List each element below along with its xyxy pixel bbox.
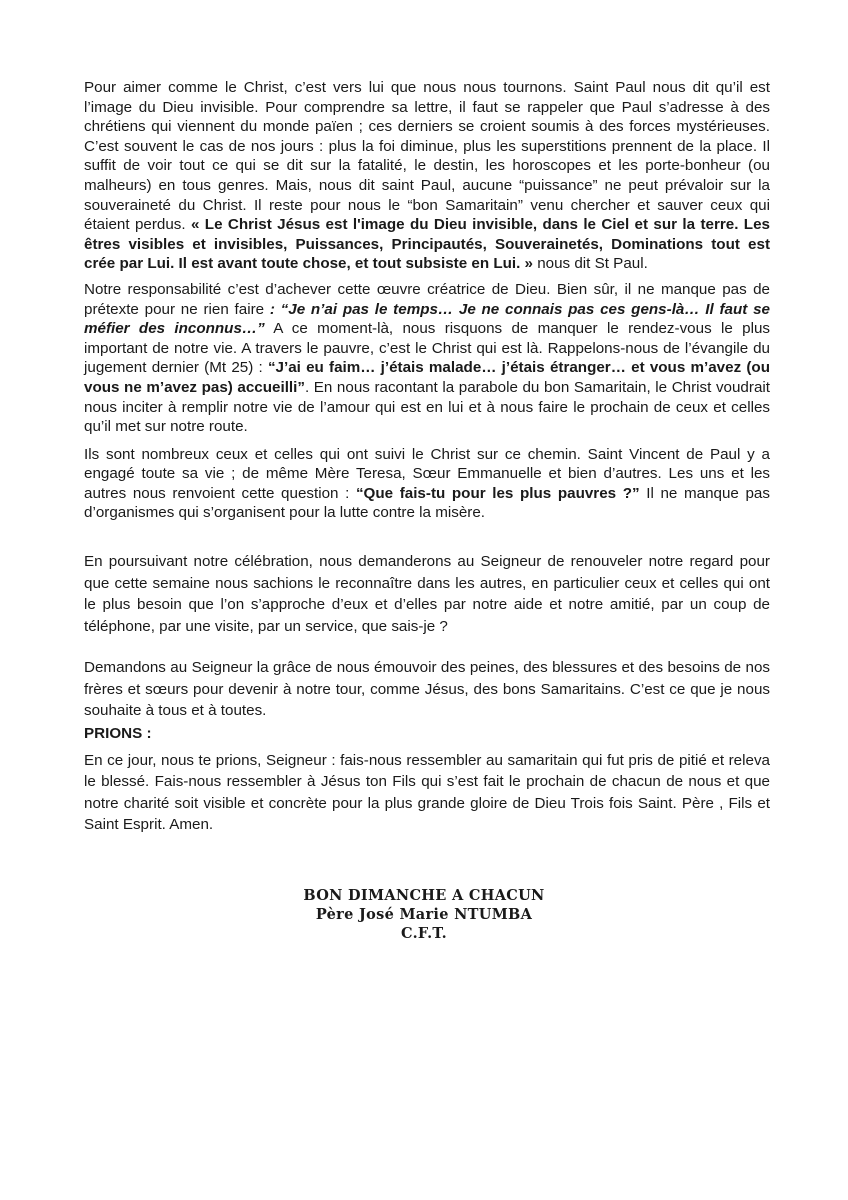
paragraph-intro [84, 78, 770, 274]
signature-greeting: BON DIMANCHE A CHACUN [303, 887, 545, 904]
paragraph-responsibility [84, 280, 770, 437]
signature-org: C.F.T. [401, 925, 447, 942]
excuses-quote: : “Je n’ai pas le temps… Je ne connais pas ces gens-là… Il faut se méfier des inconnus…” [84, 300, 770, 338]
paragraph-responsibility-text-2: A ce moment-là, nous risquons de manquer le rendez-vous le plus important de notre vie. A travers le pauvre, c’est le Christ qui est là. Rappelons-nous de l’évangile du jugement dernier (Mt 25) : [84, 320, 770, 377]
paragraph-intro-attribution: nous dit St Paul. [532, 255, 648, 273]
paragraph-grace: Demandons au Seigneur la grâce de nous émouvoir des peines, des blessures et des besoins de nos frères et sœurs pour devenir à notre tour, comme Jésus, des bons Samaritains. C’est ce que je nous souhaite à tous et à toutes. [84, 659, 770, 720]
paragraph-followers-text-2: Il ne manque pas d’organismes qui s’organisent pour la lutte contre la misère. [84, 484, 770, 522]
prions-heading: PRIONS : [84, 724, 152, 742]
signature-author: Père José Marie NTUMBA [315, 906, 533, 923]
document-body [84, 78, 770, 836]
matthew-25-quote: “J’ai eu faim… j’étais malade… j’étais étranger… et vous m’avez (ou vous ne m’avez pas) accueilli” [84, 359, 770, 396]
paragraph-celebration: En poursuivant notre célébration, nous demanderons au Seigneur de renouveler notre regard pour que cette semaine nous sachions le reconnaître dans les autres, en particulier ceux et celles qui ont le plus besoin que l’on s’approche d’eux et d’elles par notre aide et notre amitié, par un coup de téléphone, par une visite, par un service, que sais-je ? [84, 553, 770, 635]
question-quote: “Que fais-tu pour les plus pauvres ?” [355, 484, 640, 502]
paragraph-intro-text: Pour aimer comme le Christ, c’est vers lui que nous nous tournons. Saint Paul nous dit qu’il est l’image du Dieu invisible. Pour comprendre sa lettre, il faut se rappeler que Paul s’adresse à des chrétiens qui viennent du monde païen ; ces derniers se croient soumis à des forces mystérieuses. C’est souvent le cas de nos jours : plus la foi diminue, plus les superstitions prennent de la place. Il suffit de voir tout ce qui se dit sur la fatalité, le destin, les horoscopes et les porte-bonheur (ou malheurs) en tous genres. Mais, nous dit saint Paul, aucune “puissance” ne peut prévaloir sur la souveraineté du Christ. Il reste pour nous le “bon Samaritain” venu chercher et sauver ceux qui étaient perdus. [84, 79, 770, 234]
paragraph-prayer: En ce jour, nous te prions, Seigneur : fais-nous ressembler au samaritain qui fut pris de pitié et releva le blessé. Fais-nous ressembler à Jésus ton Fils qui s’est fait le prochain de chacun de nous et que notre charité soit visible et concrète pour la plus grande gloire de Dieu Trois fois Saint. Père , Fils et Saint Esprit. Amen. [84, 751, 770, 834]
paragraph-responsibility-text-3: . En nous racontant la parabole du bon Samaritain, le Christ voudrait nous inciter à remplir notre vie de l’amour qui est en lui et à nous faire le prochain de ceux et celles qu’il met sur notre route. [84, 378, 770, 436]
paragraph-responsibility-text-1: Notre responsabilité c’est d’achever cette œuvre créatrice de Dieu. Bien sûr, il ne manque pas de prétexte pour ne rien faire [84, 280, 770, 318]
signature-block [0, 886, 848, 943]
paragraph-followers [84, 445, 770, 523]
scripture-quote-colossians: « Le Christ Jésus est l'image du Dieu invisible, dans le Ciel et sur la terre. Les êtres visibles et invisibles, Puissances, Principautés, Souverainetés, Dominations tout est crée par Lui. Il est avant toute chose, et tout subsiste en Lui. » [84, 216, 770, 273]
paragraph-followers-text-1: Ils sont nombreux ceux et celles qui ont suivi le Christ sur ce chemin. Saint Vincent de Paul y a engagé toute sa vie ; de même Mère Teresa, Sœur Emmanuelle et bien d’autres. Les uns et les autres nous renvoient cette question : [84, 445, 770, 502]
